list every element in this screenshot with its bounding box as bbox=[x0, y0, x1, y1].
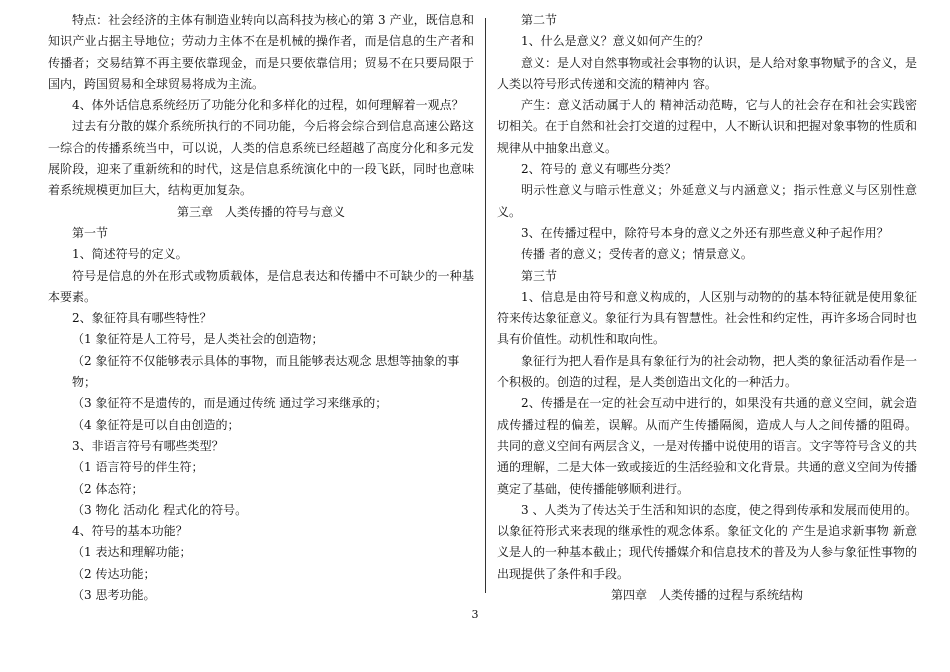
chapter-heading: 第三章 人类传播的符号与意义 bbox=[176, 204, 345, 219]
question: 3、在传播过程中，除符号本身的意义之外还有那些意义种子起作用？ bbox=[521, 225, 889, 240]
page-number: 3 bbox=[471, 608, 479, 621]
list-item: （3 物化 活动化 程式化的符号。 bbox=[72, 502, 248, 517]
answer: 明示性意义与暗示性意义；外延意义与内涵意义；指示性意义与区别性意义。 bbox=[497, 183, 917, 219]
list-item: （3 思考功能。 bbox=[72, 588, 156, 603]
chapter-heading: 第四章 人类传播的过程与系统结构 bbox=[610, 588, 803, 603]
paragraph: 3 、人类为了传达关于生活和知识的态度，使之得到传承和发展而使用的。以象征符形式来表现的继承性的观念体系。象征文化的 产生是追求新事物 新意义是人的一种基本截止；现代传播媒介和信息技术的普及为人参与象征性事物的出现提供了条件和手段。 bbox=[497, 502, 918, 581]
paragraph: 1、信息是由符号和意义构成的，人区别与动物的的基本特征就是使用象征符来传达象征意义。象征行为具有智慧性。社会性和约定性，再许多场合同时也具有价值性。动机性和取向性。 bbox=[497, 289, 918, 347]
paragraph: 过去有分散的媒介系统所执行的不同功能，今后将会综合到信息高速公路这一综合的传播系统当中，可以说，人类的信息系统已经超越了高度分化和多元发展阶段，迎来了重新统和的时代，这是信息系统演化中的一段飞跃，同时也意味着系统规模更加巨大，结构更加复杂。 bbox=[48, 119, 474, 198]
paragraph: 2、传播是在一定的社会互动中进行的，如果没有共通的意义空间，就会造成传播过程的偏差，误解。从而产生传播隔阂，造成人与人之间传播的阻碍。 共同的意义空间有两层含义，一是对传播中说使用的语言。文字等符号含义的共通的理解，二是大体一致或接近的生活经验和文化背景。共通的意义空间为传播奠定了基础，使传播能够顺利进行。 bbox=[497, 396, 918, 496]
list-item: （1 表达和理解功能； bbox=[72, 545, 192, 560]
section-heading: 第二节 bbox=[521, 13, 558, 27]
right-column bbox=[497, 10, 917, 606]
list-item: （2 传达功能； bbox=[72, 566, 156, 581]
question: 2、符号的 意义有哪些分类？ bbox=[521, 162, 677, 177]
list-item: （4 象征符是可以自由创造的； bbox=[72, 417, 240, 432]
list-item: （2 体态符； bbox=[72, 481, 144, 496]
answer: 符号是信息的外在形式或物质载体，是信息表达和传播中不可缺少的一种基本要素。 bbox=[48, 268, 474, 304]
question: 1、什么是意义？意义如何产生的？ bbox=[521, 34, 709, 49]
paragraph: 象征行为把人看作是具有象征行为的社会动物，把人类的象征活动看作是一个积极的。创造的过程，是人类创造出文化的一种活力。 bbox=[497, 353, 918, 390]
section-heading: 第一节 bbox=[72, 225, 109, 240]
question: 2、象征符具有哪些特性？ bbox=[72, 311, 212, 326]
list-item: （3 象征符不是遗传的，而是通过传统 通过学习来继承的； bbox=[72, 396, 388, 411]
answer: 意义：是人对自然事物或社会事物的认识，是人给对象事物赋予的含义，是人类以符号形式传递和交流的精神内 容。 bbox=[497, 55, 918, 91]
question: 3、非语言符号有哪些类型？ bbox=[72, 438, 224, 453]
column-divider bbox=[485, 18, 486, 593]
left-column bbox=[48, 10, 474, 606]
paragraph: 特点：社会经济的主体有制造业转向以高科技为核心的第 3 产业，既信息和知识产业占据主导地位；劳动力主体不在是机械的操作者，而是信息的生产者和传播者；交易结算不再主要依靠现金，而是只要依靠信用；贸易不在只要局限于国内，跨国贸易和全球贸易将成为主流。 bbox=[48, 13, 474, 91]
question: 4、符号的基本功能？ bbox=[72, 524, 188, 539]
list-item: （2 象征符不仅能够表示具体的事物，而且能够表达观念 思想等抽象的事物； bbox=[72, 353, 460, 390]
section-heading: 第三节 bbox=[521, 268, 558, 283]
question: 4、体外话信息系统经历了功能分化和多样化的过程，如何理解着一观点？ bbox=[72, 98, 464, 113]
question: 1、简述符号的定义。 bbox=[72, 247, 188, 262]
answer: 传播 者的意义；受传者的意义；情景意义。 bbox=[521, 247, 753, 262]
list-item: （1 象征符是人工符号，是人类社会的创造物； bbox=[72, 332, 324, 347]
answer: 产生：意义活动属于人的 精神活动范畴，它与人的社会存在和社会实践密切相关。在于自然和社会打交道的过程中，人不断认识和把握对象事物的性质和规律从中抽象出意义。 bbox=[497, 98, 918, 155]
list-item: （1 语言符号的伴生符； bbox=[72, 460, 204, 475]
